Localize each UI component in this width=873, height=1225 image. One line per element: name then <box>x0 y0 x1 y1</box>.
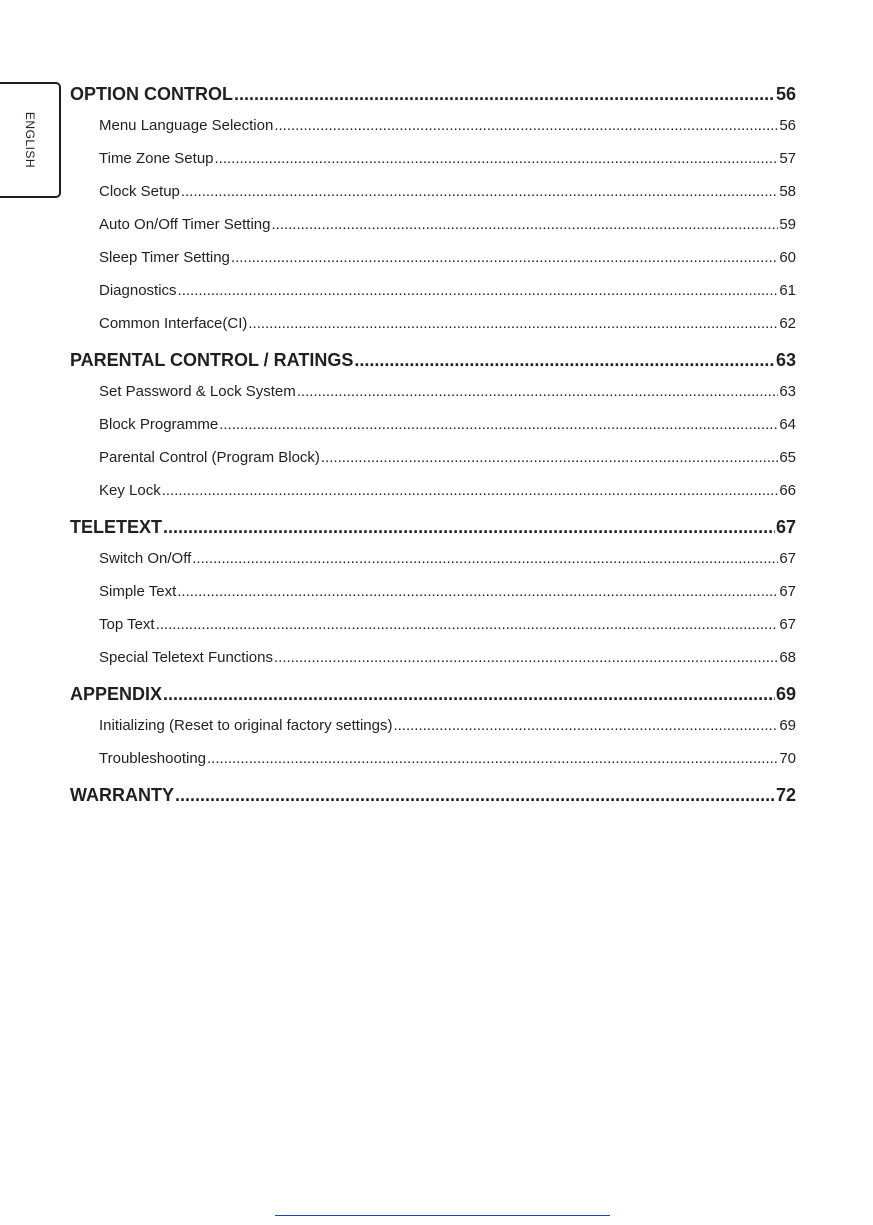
toc-entry-label: Special Teletext Functions <box>99 649 273 666</box>
toc-entry-label: Switch On/Off <box>99 550 192 567</box>
toc-entry[interactable] <box>70 175 796 208</box>
toc-entry[interactable] <box>70 608 796 641</box>
dot-leader <box>231 241 778 274</box>
dot-leader <box>215 142 779 175</box>
toc-entry[interactable] <box>70 641 796 674</box>
toc-entry-page: 67 <box>779 616 796 633</box>
dot-leader <box>219 408 778 441</box>
toc-entry-page: 67 <box>779 583 796 600</box>
toc-entry-page: 62 <box>779 315 796 332</box>
toc-entry-page: 70 <box>779 750 796 767</box>
toc-section-heading[interactable] <box>70 80 796 109</box>
language-label: ENGLISH <box>22 111 37 169</box>
toc-entry-label: Initializing (Reset to original factory settings) <box>99 717 393 734</box>
toc-section-title: APPENDIX <box>70 684 163 704</box>
toc-entry-label: Time Zone Setup <box>99 150 214 167</box>
toc-section-page: 56 <box>775 84 796 104</box>
toc-entry[interactable] <box>70 441 796 474</box>
toc-entry-label: Simple Text <box>99 583 177 600</box>
toc-entry-page: 61 <box>779 282 796 299</box>
toc-entry[interactable] <box>70 709 796 742</box>
toc-entry-page: 56 <box>779 117 796 134</box>
toc-section-title: PARENTAL CONTROL / RATINGS <box>70 350 354 370</box>
toc-section-title: OPTION CONTROL <box>70 84 233 104</box>
toc-entry-label: Diagnostics <box>99 282 177 299</box>
toc-section <box>70 513 796 674</box>
toc-entry[interactable] <box>70 542 796 575</box>
toc-section <box>70 781 796 810</box>
dot-leader <box>162 474 779 507</box>
toc-section-heading[interactable] <box>70 513 796 542</box>
toc-entry-label: Common Interface(CI) <box>99 315 248 332</box>
toc-entry-page: 67 <box>779 550 796 567</box>
toc-section-heading[interactable] <box>70 781 796 810</box>
dot-leader <box>181 175 778 208</box>
toc-section-heading[interactable] <box>70 346 796 375</box>
toc-section-page: 63 <box>775 350 796 370</box>
toc-entry[interactable] <box>70 575 796 608</box>
dot-leader <box>163 513 775 542</box>
language-side-tab <box>0 82 61 198</box>
dot-leader <box>192 542 778 575</box>
dot-leader <box>274 641 778 674</box>
toc-entry[interactable] <box>70 274 796 307</box>
footer-rule <box>275 1215 610 1216</box>
dot-leader <box>234 80 775 109</box>
toc-entry-label: Top Text <box>99 616 155 633</box>
toc-section-heading[interactable] <box>70 680 796 709</box>
dot-leader <box>321 441 778 474</box>
toc-entry-page: 58 <box>779 183 796 200</box>
toc-entry-page: 66 <box>779 482 796 499</box>
toc-entry-label: Auto On/Off Timer Setting <box>99 216 271 233</box>
toc-section-title: WARRANTY <box>70 785 174 805</box>
toc-entry[interactable] <box>70 408 796 441</box>
dot-leader <box>163 680 775 709</box>
toc-entry[interactable] <box>70 307 796 340</box>
toc-entry-label: Set Password & Lock System <box>99 383 296 400</box>
dot-leader <box>175 781 775 810</box>
toc-entry-page: 63 <box>779 383 796 400</box>
toc-entry-label: Menu Language Selection <box>99 117 274 134</box>
dot-leader <box>354 346 775 375</box>
toc-entry[interactable] <box>70 208 796 241</box>
toc-section <box>70 680 796 775</box>
toc-entry[interactable] <box>70 142 796 175</box>
toc-entry[interactable] <box>70 241 796 274</box>
dot-leader <box>156 608 779 641</box>
toc-entry-label: Troubleshooting <box>99 750 207 767</box>
toc-section <box>70 346 796 507</box>
dot-leader <box>271 208 778 241</box>
toc-entry-page: 69 <box>779 717 796 734</box>
toc-section-title: TELETEXT <box>70 517 163 537</box>
dot-leader <box>274 109 778 142</box>
dot-leader <box>297 375 779 408</box>
toc-entry-label: Sleep Timer Setting <box>99 249 230 266</box>
dot-leader <box>178 274 779 307</box>
toc-entry-page: 68 <box>779 649 796 666</box>
dot-leader <box>248 307 778 340</box>
dot-leader <box>177 575 778 608</box>
dot-leader <box>207 742 778 775</box>
toc-entry-page: 64 <box>779 416 796 433</box>
toc-section <box>70 80 796 340</box>
toc-entry-page: 57 <box>779 150 796 167</box>
toc-entry-label: Block Programme <box>99 416 219 433</box>
toc-section-page: 67 <box>775 517 796 537</box>
toc-entry-page: 59 <box>779 216 796 233</box>
dot-leader <box>393 709 778 742</box>
toc-entry[interactable] <box>70 474 796 507</box>
toc-entry-label: Key Lock <box>99 482 161 499</box>
table-of-contents <box>70 80 796 816</box>
toc-entry-page: 60 <box>779 249 796 266</box>
toc-entry[interactable] <box>70 375 796 408</box>
toc-entry-page: 65 <box>779 449 796 466</box>
toc-section-page: 72 <box>775 785 796 805</box>
toc-entry[interactable] <box>70 742 796 775</box>
toc-entry[interactable] <box>70 109 796 142</box>
toc-section-page: 69 <box>775 684 796 704</box>
toc-entry-label: Parental Control (Program Block) <box>99 449 320 466</box>
toc-entry-label: Clock Setup <box>99 183 180 200</box>
